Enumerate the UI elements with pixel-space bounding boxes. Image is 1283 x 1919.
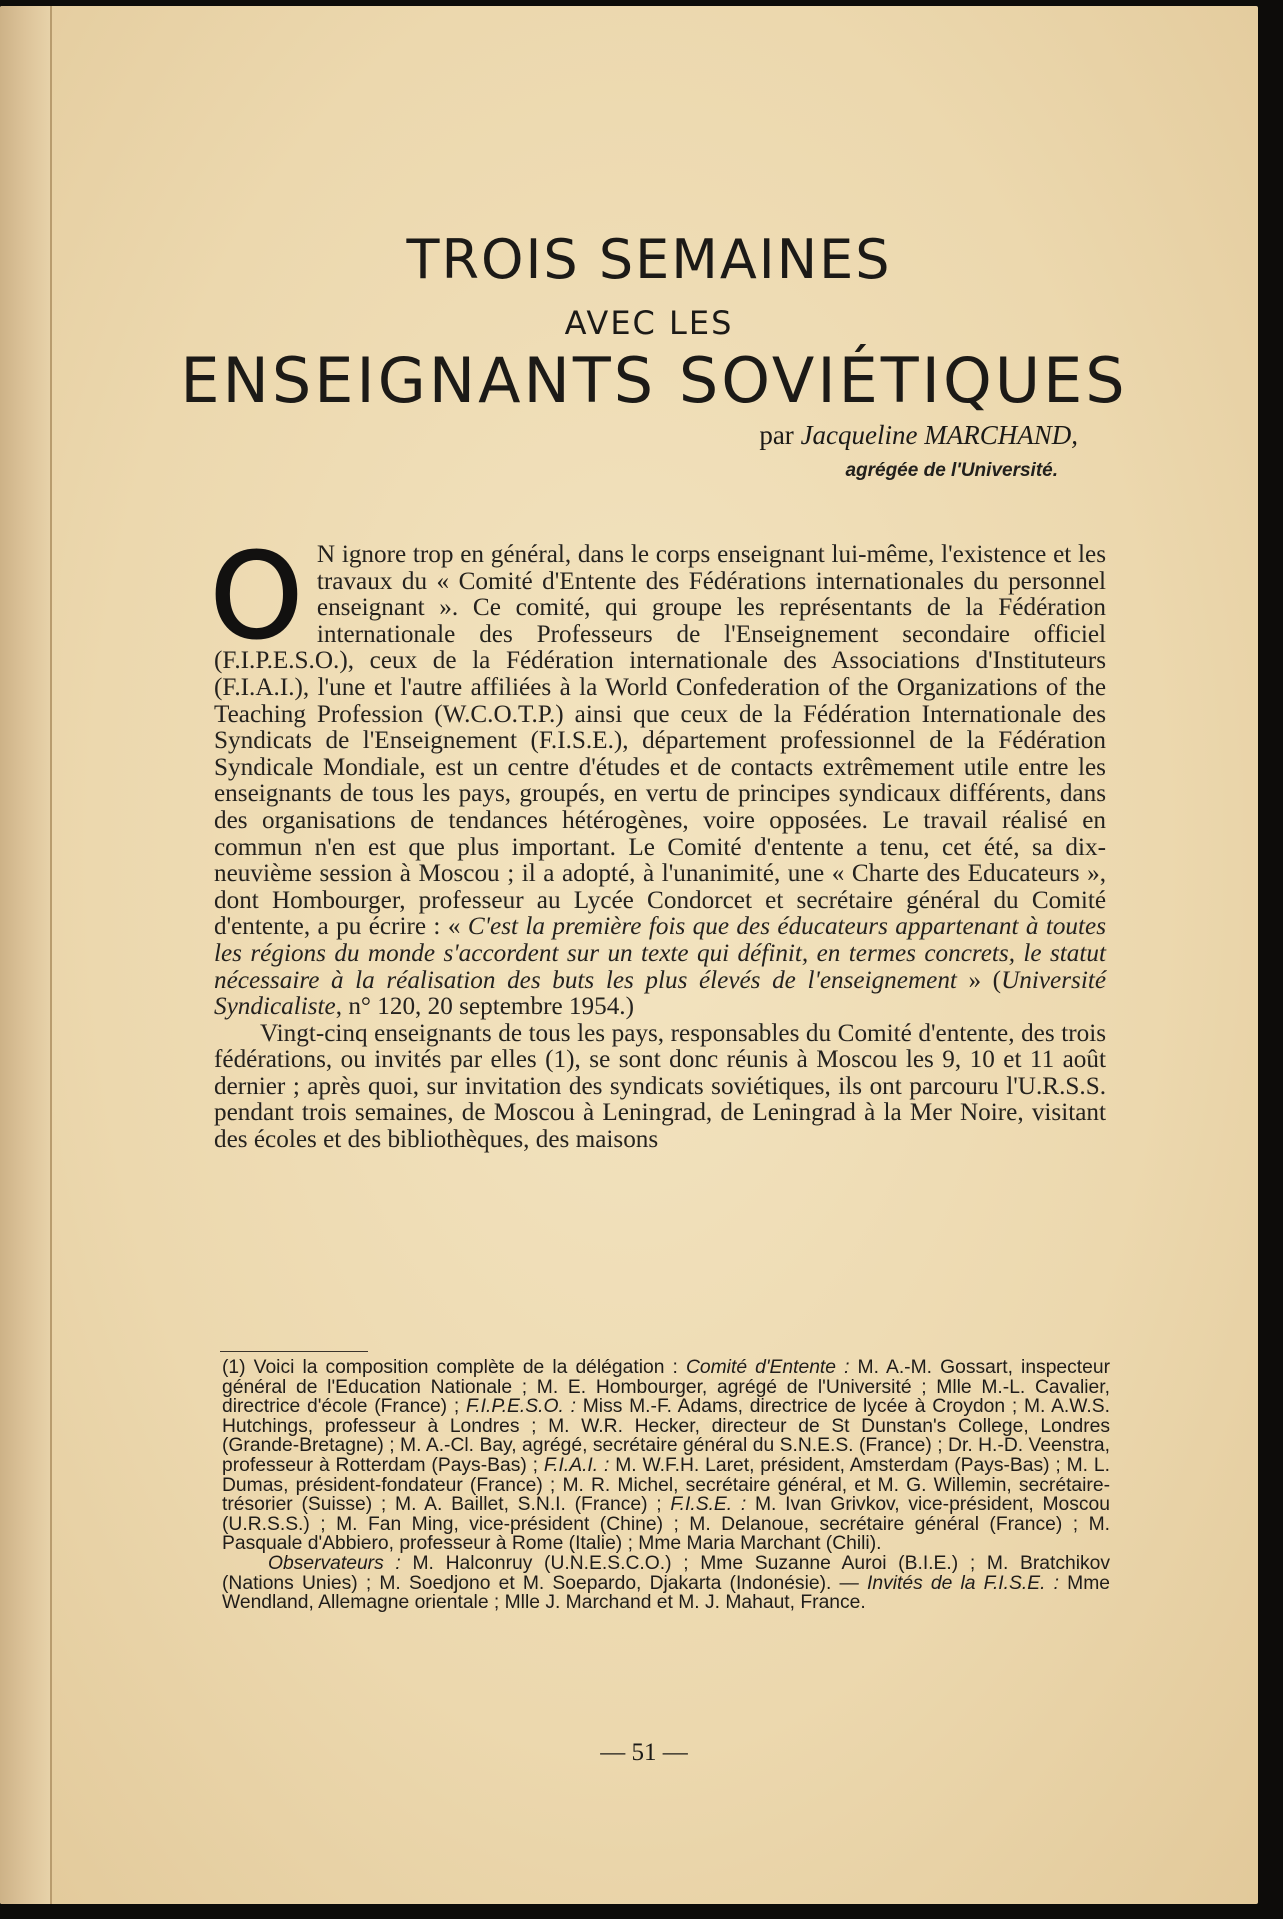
author-affiliation: agrégée de l'Université. (845, 460, 1058, 481)
group-label-invites: Invités de la F.I.S.E. : (866, 1572, 1059, 1594)
quote-close: » ( (968, 966, 1002, 994)
footnote (222, 1358, 1110, 1613)
group-label-fise: F.I.S.E. : (670, 1494, 747, 1516)
group-text-fise: M. Ivan Grivkov, vice-président, Moscou (U.R.S.S.) ; M. Fan Ming, vice-président (Chine) ; M. Delanoue, secrétaire général (France) ; M. Pasquale d'Abbiero, professeur à Rome (Italie) ; Mme Maria Marchant (Chili). (222, 1494, 1111, 1555)
footnote-rule (220, 1351, 368, 1352)
source-title: Université Syndicaliste (214, 966, 1106, 1021)
document-page (0, 6, 1258, 1904)
charter-quote: C'est la première fois que des éducateurs appartenant à toutes les régions du monde s'accordent sur un texte qui définit, en termes concrets, le statut nécessaire à la réalisation des buts les plus élevés de l'enseignement (214, 913, 1107, 994)
group-text-observateurs: M. Halconruy (U.N.E.S.C.O.) ; Mme Suzanne Auroi (B.I.E.) ; M. Bratchikov (Nations Unies) ; M. Soedjono et M. Soepardo, Djakarta (Indonésie). — (222, 1552, 1110, 1594)
article-body (210, 527, 1107, 1154)
group-text-invites: Mme Wendland, Allemagne orientale ; Mlle J. Marchand et M. J. Mahaut, France. (222, 1572, 1111, 1614)
group-label-observateurs: Observateurs : (268, 1552, 401, 1574)
title-line-2: AVEC LES (564, 304, 734, 342)
group-text-comite: M. A.-M. Gossart, inspecteur général de l'Education Nationale ; M. E. Hombourger, agrégé de l'Université ; Mlle M.-L. Cavalier, directrice d'école (France) ; (222, 1357, 1111, 1418)
title-line-3: ENSEIGNANTS SOVIÉTIQUES (180, 344, 1128, 417)
footnote-observers (222, 1554, 1110, 1613)
footnote-text (222, 1358, 1110, 1554)
title-line-1: TROIS SEMAINES (406, 228, 892, 291)
footnote-lead: (1) Voici la composition complète de la délégation : (222, 1357, 678, 1378)
paragraph-1-text: N ignore trop en général, dans le corps enseignant lui-même, l'existence et les travaux du « Comité d'Entente des Fédérations internationales du personnel enseignant ». Ce comité, qui groupe les représentants de la Fédération internationale des Professeurs de l'Enseignement secondaire officiel (F.I.P.E.S.O.), ceux de la Fédération internationale des Associations d'Instituteurs (F.I.A.I.), l'une et l'autre affiliées à la World Confederation of the Organizations of the Teaching Profession (W.C.O.T.P.) ainsi que ceux de la Fédération Internationale des Syndicats de l'Enseignement (F.I.S.E.), département professionnel de la Fédération Syndicale Mondiale, est un centre d'études et de contacts extrêmement utile entre les enseignants de tous les pays, groupés, en vertu de principes syndicaux différents, dans des organisations de tendances hétérogènes, voire opposées. Le travail réalisé en commun n'en est que plus important. Le Comité d'entente a tenu, cet été, sa dix-neuvième session à Moscou ; il a adopté, à l'unanimité, une « Charte des Educateurs », dont Hombourger, professeur au Lycée Condorcet et secrétaire général du Comité d'entente, a pu écrire : « (214, 541, 1106, 941)
author-name: Jacqueline MARCHAND, (800, 420, 1078, 450)
paragraph-2: Vingt-cinq enseignants de tous les pays, responsables du Comité d'entente, des trois fédérations, ou invités par elles (1), se sont donc réunis à Moscou les 9, 10 et 11 août dernier ; après quoi, sur invitation des syndicats soviétiques, ils ont parcouru l'U.R.S.S. pendant trois semaines, de Moscou à Leningrad, de Leningrad à la Mer Noire, visitant des écoles et des bibliothèques, des maisons (214, 1019, 1106, 1154)
group-label-fiai: F.I.A.I. : (543, 1454, 610, 1476)
byline-prefix: par (759, 420, 794, 450)
group-text-fiai: M. W.F.H. Laret, président, Amsterdam (Pays-Bas) ; M. L. Dumas, président-fondateur (France) ; M. R. Michel, secrétaire général, et M. G. Willemin, secrétaire-trésorier (Suisse) ; M. A. Baillet, S.N.I. (France) ; (222, 1454, 1110, 1516)
group-text-fipeso: Miss M.-F. Adams, directrice de lycée à Croydon ; M. A.W.S. Hutchings, professeur à Londres ; M. W.R. Hecker, directeur de St Dunstan's College, Londres (Grande-Bretagne) ; M. A.-Cl. Bay, agrégé, secrétaire général du S.N.E.S. (France) ; Dr. H.-D. Veenstra, professeur à Rotterdam (Pays-Bas) ; (222, 1396, 1110, 1476)
source-ref: , n° 120, 20 septembre 1954.) (335, 993, 634, 1021)
paragraph-1 (210, 527, 1107, 1021)
group-label-comite: Comité d'Entente : (685, 1357, 850, 1378)
byline (759, 420, 1078, 451)
group-label-fipeso: F.I.P.E.S.O. : (465, 1396, 576, 1418)
drop-cap: O (210, 527, 303, 665)
page-number: — 51 — (600, 1739, 688, 1766)
